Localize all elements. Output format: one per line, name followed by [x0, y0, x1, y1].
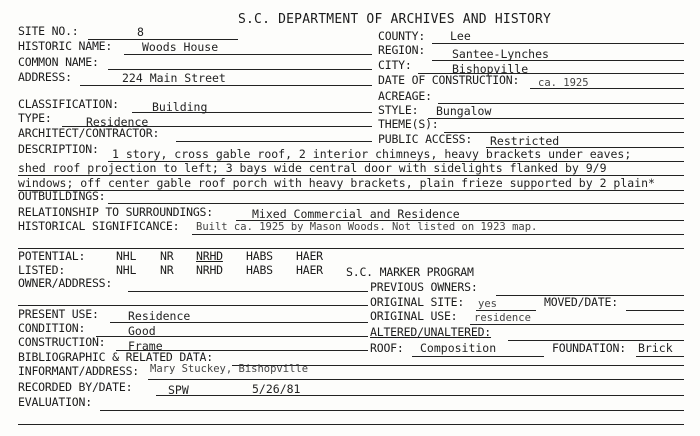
previous-owners-label: PREVIOUS OWNERS: — [370, 280, 478, 294]
bibliographic-label: BIBLIOGRAPHIC & RELATED DATA: — [18, 350, 213, 364]
acreage-label: ACREAGE: — [378, 89, 432, 103]
public-access-value: Restricted — [490, 134, 560, 148]
architect-label: ARCHITECT/CONTRACTOR: — [18, 126, 160, 140]
common-name-line — [108, 69, 372, 70]
original-use-label: ORIGINAL USE: — [370, 309, 458, 323]
owner-address-label: OWNER/ADDRESS: — [18, 276, 113, 290]
foundation-label: FOUNDATION: — [552, 341, 626, 355]
moved-date-line — [626, 310, 684, 311]
relationship-value: Mixed Commercial and Residence — [252, 207, 460, 221]
historical-significance-value: Built ca. 1925 by Mason Woods. Not listed on 1923 map. — [196, 221, 538, 233]
county-label: COUNTY: — [378, 29, 426, 43]
evaluation-extra-line — [18, 424, 684, 425]
original-use-value: residence — [474, 312, 531, 324]
description-line-2: shed roof projection to left; 3 bays wide central door with sidelights flanked by 9/9 — [18, 161, 607, 175]
description-line-1: 1 story, cross gable roof, 2 interior chimneys, heavy brackets under eaves; — [112, 147, 632, 161]
potential-habs: HABS — [246, 249, 273, 263]
original-site-value: yes — [478, 298, 497, 310]
potential-nr: NR — [160, 249, 174, 263]
type-value: Residence — [86, 115, 149, 129]
evaluation-label: EVALUATION: — [18, 395, 92, 409]
historic-name-value: Woods House — [142, 40, 219, 54]
informant-line — [148, 379, 684, 380]
classification-value: Building — [152, 100, 208, 114]
county-value: Lee — [450, 29, 471, 43]
date-of-construction-value: ca. 1925 — [538, 77, 589, 89]
potential-label: POTENTIAL: — [18, 249, 86, 263]
listed-nr: NR — [160, 263, 174, 277]
roof-line — [412, 356, 544, 357]
construction-label: CONSTRUCTION: — [18, 335, 106, 349]
outbuildings-label: OUTBUILDINGS: — [18, 189, 106, 203]
present-use-value: Residence — [128, 309, 191, 323]
evaluation-line — [100, 410, 684, 411]
foundation-value: Brick — [638, 341, 673, 355]
recorded-date-value: 5/26/81 — [252, 382, 301, 396]
date-of-construction-label: DATE OF CONSTRUCTION: — [378, 73, 520, 87]
potential-nrhd: NRHD — [196, 249, 223, 263]
moved-date-label: MOVED/DATE: — [544, 295, 618, 309]
description-line-3: windows; off center gable roof porch with heavy brackets, plain frieze supported by 2 plain* — [18, 176, 655, 190]
site-no-value: 8 — [137, 25, 144, 39]
listed-haer: HAER — [296, 263, 323, 277]
altered-label: ALTERED/UNALTERED: — [370, 325, 492, 339]
potential-nhl: NHL — [116, 249, 137, 263]
description-label: DESCRIPTION: — [18, 142, 99, 156]
construction-value: Frame — [128, 339, 163, 353]
address-value: 224 Main Street — [122, 71, 226, 85]
site-no-label: SITE NO.: — [18, 24, 79, 38]
listed-habs: HABS — [246, 263, 273, 277]
style-value: Bungalow — [436, 104, 492, 118]
region-label: REGION: — [378, 43, 426, 57]
theme-label: THEME(S): — [378, 117, 439, 131]
condition-value: Good — [128, 324, 156, 338]
recorded-by-line — [156, 395, 684, 396]
common-name-label: COMMON NAME: — [18, 55, 99, 69]
informant-label: INFORMANT/ADDRESS: — [18, 364, 140, 378]
condition-label: CONDITION: — [18, 321, 86, 335]
theme-line — [444, 132, 684, 133]
outbuildings-line — [108, 203, 684, 204]
informant-value: Mary Stuckey, Bishopville — [150, 363, 309, 375]
potential-haer: HAER — [296, 249, 323, 263]
historical-significance-label: HISTORICAL SIGNIFICANCE: — [18, 219, 180, 233]
county-line — [432, 43, 684, 44]
classification-label: CLASSIFICATION: — [18, 97, 119, 111]
city-value: Bishopville — [452, 62, 529, 76]
type-label: TYPE: — [18, 111, 52, 125]
marker-program-label: S.C. MARKER PROGRAM — [346, 265, 474, 279]
description-rule-3 — [18, 190, 684, 191]
historical-significance-line — [192, 234, 684, 235]
present-use-label: PRESENT USE: — [18, 307, 99, 321]
relationship-label: RELATIONSHIP TO SURROUNDINGS: — [18, 205, 213, 219]
form-title: S.C. DEPARTMENT OF ARCHIVES AND HISTORY — [238, 12, 552, 27]
recorded-by-label: RECORDED BY/DATE: — [18, 380, 133, 394]
listed-nrhd: NRHD — [196, 263, 223, 277]
style-label: STYLE: — [378, 103, 419, 117]
style-line — [428, 118, 684, 119]
public-access-label: PUBLIC ACCESS: — [378, 132, 473, 146]
listed-label: LISTED: — [18, 263, 66, 277]
address-line — [80, 85, 372, 86]
historic-name-label: HISTORIC NAME: — [18, 39, 113, 53]
original-site-label: ORIGINAL SITE: — [370, 295, 465, 309]
owner-extra-line — [18, 305, 368, 306]
recorded-by-value: SPW — [168, 383, 189, 397]
address-label: ADDRESS: — [18, 70, 72, 84]
historic-name-line — [124, 54, 372, 55]
region-value: Santee-Lynches — [452, 47, 549, 61]
foundation-line — [636, 356, 684, 357]
roof-label: ROOF: — [370, 341, 404, 355]
architect-line — [176, 141, 372, 142]
listed-nhl: NHL — [116, 263, 137, 277]
owner-address-line — [128, 291, 368, 292]
city-label: CITY: — [378, 58, 412, 72]
roof-value: Composition — [420, 341, 497, 355]
